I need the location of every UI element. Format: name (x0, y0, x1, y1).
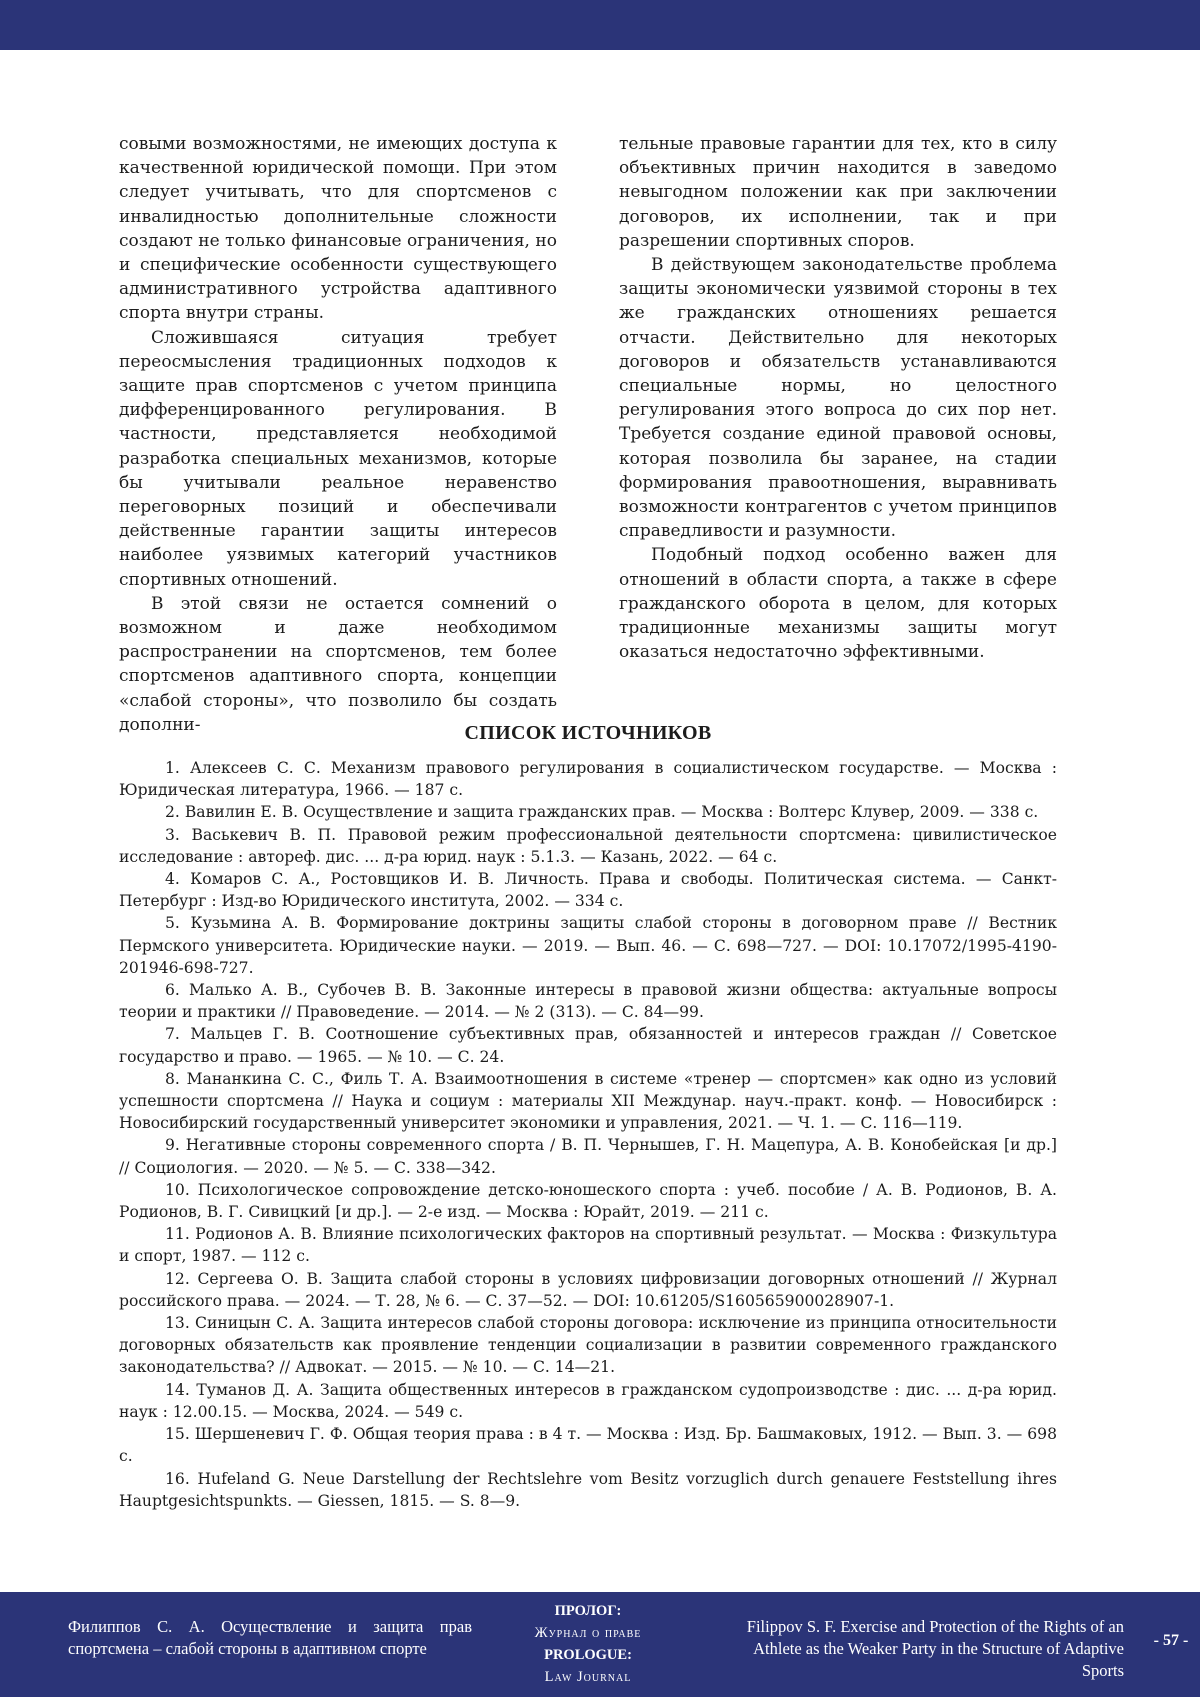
reference-item: 13. Синицын С. А. Защита интересов слабой стороны договора: исключение из принципа относительности договорных обязательств как проявление тенденции социализации в развитии современного гражданского законодательства? // Адвокат. — 2015. — № 10. — С. 14—21. (119, 1314, 1057, 1377)
left-column (119, 132, 557, 737)
reference-item: 4. Комаров С. А., Ростовщиков И. В. Личность. Права и свободы. Политическая система. — Санкт-Петербург : Изд-во Юридического института, 2002. — 334 с. (119, 870, 1057, 911)
article-body (119, 132, 1057, 737)
header-band (0, 0, 1200, 50)
journal-ru-subtitle: Журнал о праве (534, 1625, 642, 1641)
paragraph: В действующем законодательстве проблема защиты экономически уязвимой стороны в тех же гражданских отношениях решается отчасти. Действительно для некоторых договоров и обязательств устанавливаются специальные нормы, но целостного регулирования этого вопроса до сих пор нет. Требуется создание единой правовой основы, которая позволила бы заранее, на стадии формирования правоотношения, выравнивать возможности контрагентов с учетом принципов справедливости и разумности. (619, 255, 1057, 542)
references-heading: СПИСОК ИСТОЧНИКОВ (464, 722, 712, 744)
paragraph: совыми возможностями, не имеющих доступа к качественной юридической помощи. При этом следует учитывать, что для спортсменов с инвалидностью дополнительные сложности создают не только финансовые ограничения, но и специфические особенности существующего административного устройства адаптивного спорта внутри страны. (119, 134, 557, 324)
reference-item: 11. Родионов А. В. Влияние психологических факторов на спортивный результат. — Москва : Физкультура и спорт, 1987. — 112 с. (119, 1225, 1057, 1266)
reference-item: 16. Hufeland G. Neue Darstellung der Rechtslehre vom Besitz vorzuglich durch genauere Feststellung ihres Hauptgesichtspunkts. — Giessen, 1815. — S. 8—9. (119, 1469, 1057, 1510)
paragraph: В этой связи не остается сомнений о возможном и даже необходимом распространении на спортсменов, тем более спортсменов адаптивного спорта, концепции «слабой стороны», что позволило бы создать дополни- (119, 593, 557, 735)
paragraph: Подобный подход особенно важен для отношений в области спорта, а также в сфере гражданского оборота в целом, для которых традиционные механизмы защиты могут оказаться недостаточно эффективными. (619, 545, 1057, 663)
reference-item: 7. Мальцев Г. В. Соотношение субъективных прав, обязанностей и интересов граждан // Советское государство и право. — 1965. — № 10. — С. 24. (119, 1025, 1057, 1066)
reference-item: 1. Алексеев С. С. Механизм правового регулирования в социалистическом государстве. — Москва : Юридическая литература, 1966. — 187 с. (119, 759, 1057, 800)
paragraph: тельные правовые гарантии для тех, кто в силу объективных причин находится в заведомо невыгодном положении как при заключении договоров, их исполнении, так и при разрешении спортивных споров. (619, 134, 1057, 251)
reference-item: 15. Шершеневич Г. Ф. Общая теория права : в 4 т. — Москва : Изд. Бр. Башмаковых, 1912. — Вып. 3. — 698 с. (119, 1425, 1057, 1466)
journal-en-title: PROLOGUE: (544, 1647, 632, 1663)
reference-item: 2. Вавилин Е. В. Осуществление и защита гражданских прав. — Москва : Волтерс Клувер, 2009. — 338 с. (165, 803, 1039, 822)
reference-item: 3. Васькевич В. П. Правовой режим профессиональной деятельности спортсмена: цивилистическое исследование : автореф. дис. ... д-ра юрид. наук : 5.1.3. — Казань, 2022. — 64 с. (119, 825, 1057, 866)
journal-ru-title: ПРОЛОГ: (554, 1603, 622, 1619)
journal-logo-text (500, 1600, 676, 1688)
reference-item: 10. Психологическое сопровождение детско-юношеского спорта : учеб. пособие / А. В. Родионов, В. А. Родионов, В. Г. Сивицкий [и др.]. — 2-е изд. — Москва : Юрайт, 2019. — 211 с. (119, 1180, 1057, 1222)
footer-band (0, 1592, 1200, 1697)
right-column (619, 132, 1057, 737)
footer-citation-en: Filippov S. F. Exercise and Protection of the Rights of an Athlete as the Weaker Party in the Structure of Adaptive Sports (746, 1617, 1124, 1680)
reference-item: 8. Мананкина С. С., Филь Т. А. Взаимоотношения в системе «тренер — спортсмен» как одно из условий успешности спортсмена // Наука и социум : материалы XII Междунар. науч.-практ. конф. — Новосибирск : Новосибирский государственный университет экономики и управления, 2021. — Ч. 1. — С. 116—119. (119, 1069, 1057, 1133)
journal-en-subtitle: Law Journal (544, 1669, 632, 1685)
reference-item: 9. Негативные стороны современного спорта / В. П. Чернышев, Г. Н. Мацепура, А. В. Конобейская [и др.] // Социология. — 2020. — № 5. — С. 338—342. (119, 1136, 1057, 1177)
reference-item: 14. Туманов Д. А. Защита общественных интересов в гражданском судопроизводстве : дис. ... д-ра юрид. наук : 12.00.15. — Москва, 2024. — 549 с. (119, 1380, 1057, 1421)
paragraph: Сложившаяся ситуация требует переосмысления традиционных подходов к защите прав спортсменов с учетом принципа дифференцированного регулирования. В частности, представляется необходимой разработка специальных механизмов, которые бы учитывали реальное неравенство переговорных позиций и обеспечивали действенные гарантии защиты интересов наиболее уязвимых категорий участников спортивных отношений. (119, 327, 557, 590)
references-list (119, 757, 1057, 1512)
page-number: - 57 - (1153, 1632, 1189, 1649)
footer-citation-ru: Филиппов С. А. Осуществление и защита прав спортсмена – слабой стороны в адаптивном спорте (68, 1617, 472, 1658)
reference-item: 5. Кузьмина А. В. Формирование доктрины защиты слабой стороны в договорном праве // Вестник Пермского университета. Юридические науки. — 2019. — Вып. 46. — С. 698—727. — DOI: 10.17072/1995-4190-201946-698-727. (119, 914, 1057, 977)
reference-item: 6. Малько А. В., Субочев В. В. Законные интересы в правовой жизни общества: актуальные вопросы теории и практики // Правоведение. — 2014. — № 2 (313). — С. 84—99. (119, 981, 1057, 1022)
reference-item: 12. Сергеева О. В. Защита слабой стороны в условиях цифровизации договорных отношений // Журнал российского права. — 2024. — Т. 28, № 6. — С. 37—52. — DOI: 10.61205/S160565900028907-1. (119, 1269, 1057, 1310)
